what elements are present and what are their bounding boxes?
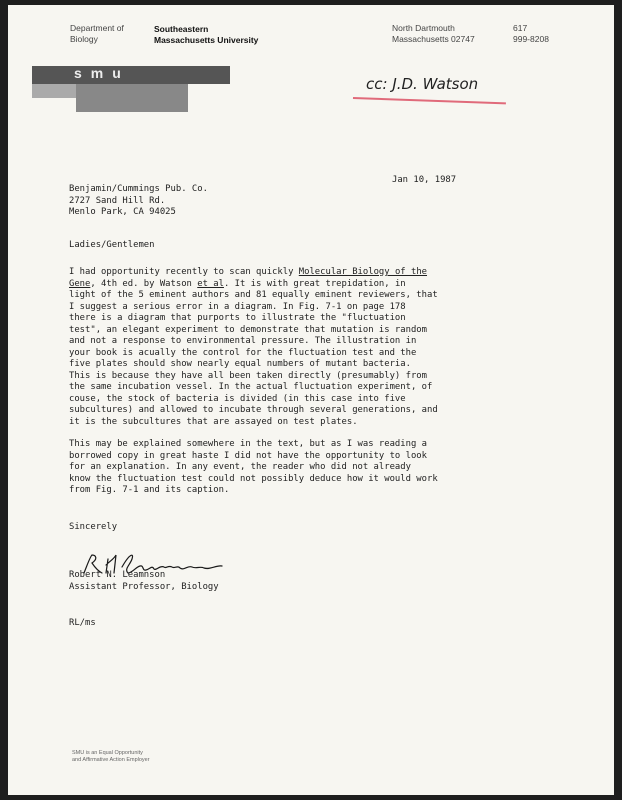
dept-line1: Department of — [70, 23, 124, 33]
closing: Sincerely — [69, 522, 118, 532]
address-block — [392, 23, 475, 45]
phone-block — [513, 23, 549, 45]
paragraph-1: I had opportunity recently to scan quickly Molecular Biology of the Gene, 4th ed. by Watson et al. It is with great trepidation, in light of the 5 eminent authors and 81 equally eminent reviewers, that I suggest a serious error in a diagram. In Fig. 7-1 on page 178 there is a diagram that purports to illustrate the "fluctuation test", an elegant experiment to demonstrate that mutation is random and not a response to environmental pressure. The illustration in your book is acually the control for the fluctuation test and the five plates should show nearly equal numbers of mutant bacteria. This is because they have all been taken directly (presumably) from the same incubation vessel. In the actual fluctuation experiment, of couse, the stock of bacteria is divided (in this case into five subcultures) and allowed to incubate through several generations, and it is the subcultures that are assayed on test plates. — [69, 267, 438, 427]
univ-line2: Massachusetts University — [154, 35, 259, 45]
univ-line1: Southeastern — [154, 24, 209, 34]
dept-line2: Biology — [70, 34, 98, 44]
signatory — [69, 570, 219, 593]
cc-annotation: cc: J.D. Watson — [366, 75, 479, 93]
phone-line1: 617 — [513, 23, 528, 33]
department-block — [70, 23, 124, 45]
city-line1: North Dartmouth — [392, 23, 455, 33]
smu-logo — [32, 62, 230, 114]
city-line2: Massachusetts 02747 — [392, 34, 475, 44]
paragraph-2: This may be explained somewhere in the text, but as I was reading a borrowed copy in great haste I did not have the opportunity to look for an explanation. In any event, the reader who did not already know the fluctuation test could not possibly deduce how it would work from Fig. 7-1 and its caption. — [69, 439, 438, 495]
logo-text: smu — [74, 65, 130, 81]
letter-page — [8, 5, 614, 795]
phone-line2: 999-8208 — [513, 34, 549, 44]
typist-initials: RL/ms — [69, 618, 96, 628]
footer-eeo: SMU is an Equal Opportunity and Affirmative Action Employer — [72, 750, 150, 763]
letter-date: Jan 10, 1987 — [392, 175, 457, 185]
red-underline — [353, 97, 506, 104]
recipient-address: Benjamin/Cummings Pub. Co. 2727 Sand Hill Rd. Menlo Park, CA 94025 — [69, 184, 208, 217]
university-block — [154, 24, 258, 46]
signatory-title: Assistant Professor, Biology — [69, 581, 219, 592]
signatory-name: Robert N. Leamnson — [69, 570, 166, 580]
salutation: Ladies/Gentlemen — [69, 240, 155, 250]
